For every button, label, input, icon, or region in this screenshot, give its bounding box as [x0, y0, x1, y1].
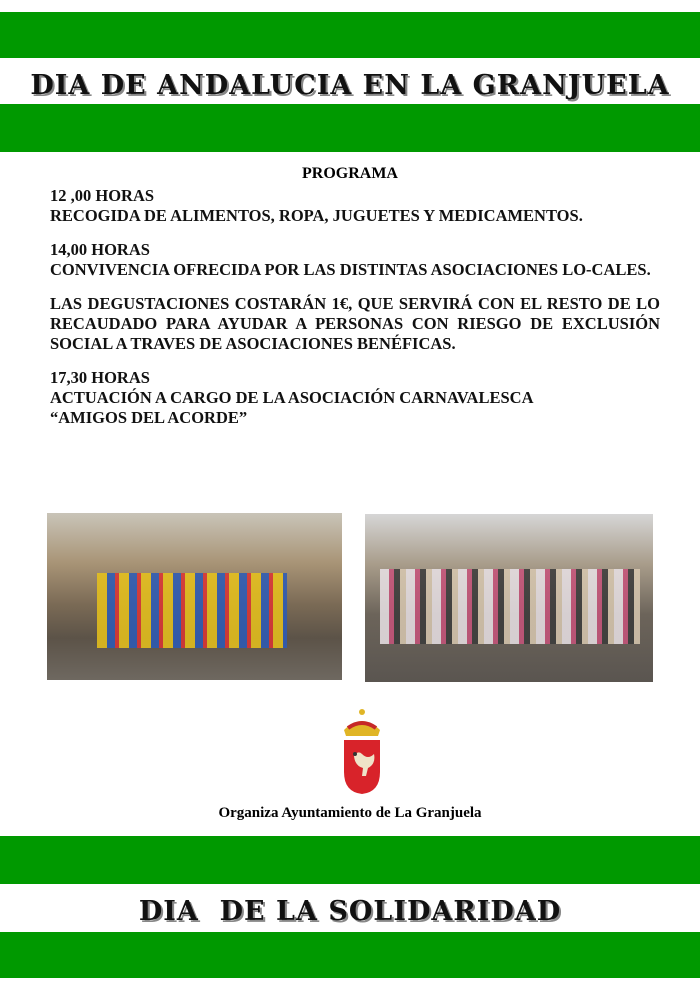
item-text: LAS DEGUSTACIONES COSTARÁN 1€, QUE SERVIRÁ CON EL RESTO DE LO RECAUDADO PARA AYUDAR A PERSONAS CON RIESGO DE EXCLUSIÓN SOCIAL A TRAVES DE ASOCIACIONES BENÉFICAS. [50, 294, 660, 353]
top-green-band-2 [0, 104, 700, 152]
program-item [50, 368, 660, 428]
main-title: DIA DE ANDALUCIA EN LA GRANJUELA [30, 70, 670, 101]
item-time: 14,00 HORAS [50, 240, 150, 259]
top-green-band-1 [0, 12, 700, 58]
program-heading: PROGRAMA [302, 165, 398, 182]
program-item [50, 186, 660, 226]
bottom-green-band-2 [0, 932, 700, 978]
coat-of-arms-logo [340, 706, 384, 796]
program-list [50, 186, 660, 428]
program-item [50, 294, 660, 354]
bottom-green-band-1 [0, 836, 700, 884]
item-text: ACTUACIÓN A CARGO DE LA ASOCIACIÓN CARNAVALESCA [50, 388, 534, 407]
item-time: 17,30 HORAS [50, 368, 150, 387]
footer-title: DIA DE LA SOLIDARIDAD [138, 896, 562, 927]
item-time: 12 ,00 HORAS [50, 186, 155, 205]
item-text: CONVIVENCIA OFRECIDA POR LAS DISTINTAS ASOCIACIONES LO-CALES. [50, 260, 651, 279]
item-text: “AMIGOS DEL ACORDE” [50, 408, 248, 427]
photo-carnival-group [47, 513, 342, 680]
organizer-caption: Organiza Ayuntamiento de La Granjuela [218, 805, 482, 821]
photo-donation-group [365, 514, 653, 682]
item-text: RECOGIDA DE ALIMENTOS, ROPA, JUGUETES Y MEDICAMENTOS. [50, 206, 583, 225]
program-item [50, 240, 660, 280]
